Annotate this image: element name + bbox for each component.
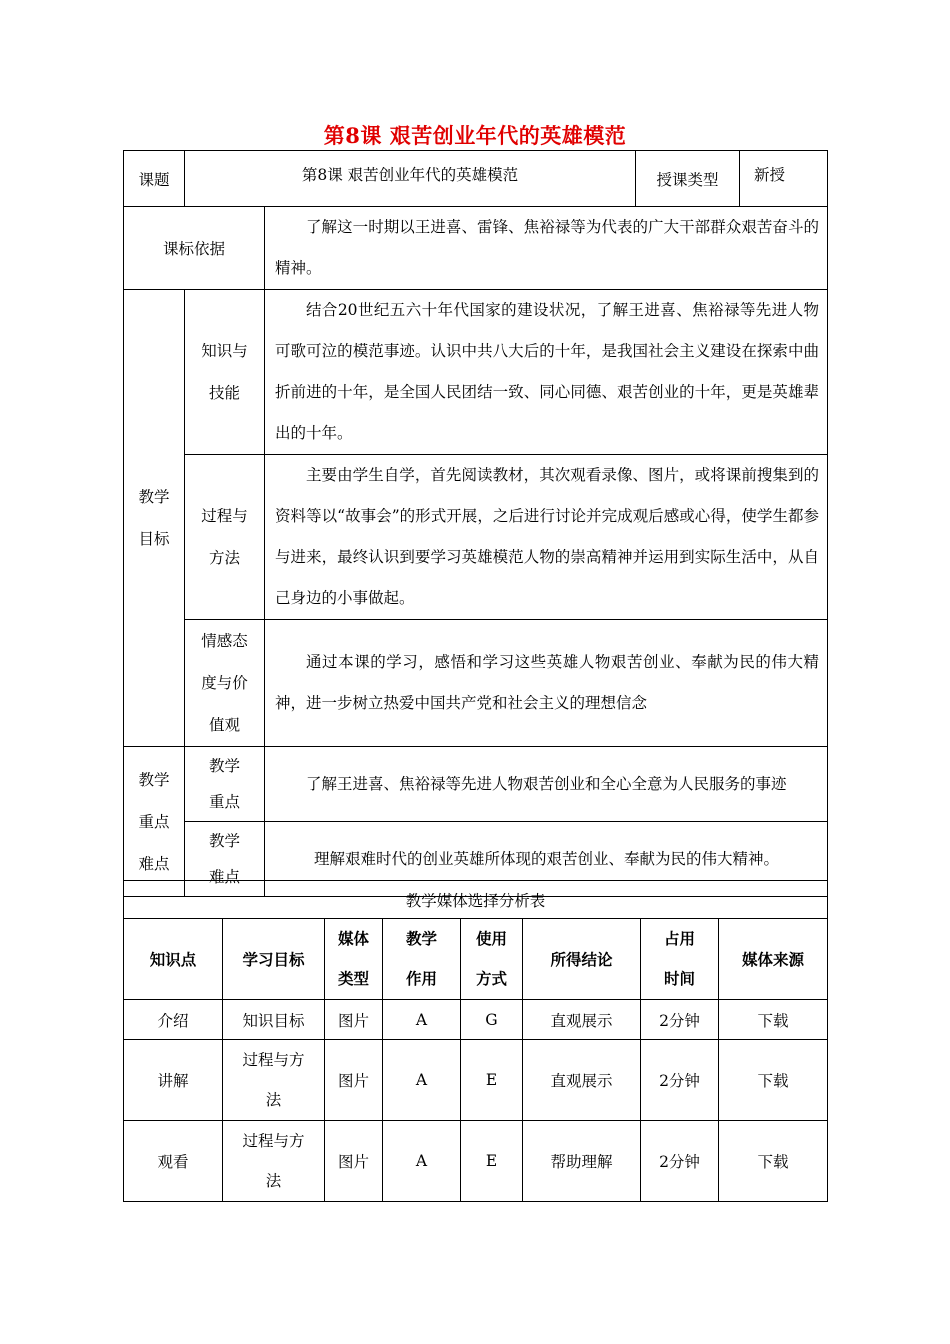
keypoints-label	[124, 747, 185, 897]
header-conclusion: 所得结论	[523, 919, 641, 1000]
goal-label-attitude	[185, 620, 265, 747]
table-row	[124, 1040, 828, 1121]
cell-knowledge-point: 讲解	[124, 1040, 223, 1121]
cell-knowledge-point: 观看	[124, 1121, 223, 1202]
goal-label-attitude-text: 情感态度与价值观	[201, 632, 248, 734]
goal-text-attitude-content: 通过本课的学习，感悟和学习这些英雄人物艰苦创业、奉献为民的伟大精神，进一步树立热爱中国共产党和社会主义的理想信念	[275, 653, 820, 712]
goals-label	[124, 290, 185, 747]
basis-text-content: 了解这一时期以王进喜、雷锋、焦裕禄等为代表的广大干部群众艰苦奋斗的精神。	[275, 218, 820, 277]
difficulty-label-text: 教学难点	[208, 832, 240, 886]
goal-label-knowledge	[185, 290, 265, 455]
cell-media-type: 图片	[325, 1000, 383, 1040]
topic-label: 课题	[124, 151, 185, 207]
cell-usage: E	[461, 1040, 523, 1121]
goal-label-process-text: 过程与方法	[201, 507, 248, 567]
cell-teaching-role: A	[383, 1040, 461, 1121]
media-table-title: 教学媒体选择分析表	[124, 881, 828, 919]
goal-text-knowledge	[265, 290, 828, 455]
cell-knowledge-point: 介绍	[124, 1000, 223, 1040]
key-text-content: 了解王进喜、焦裕禄等先进人物艰苦创业和全心全意为人民服务的事迹	[306, 774, 787, 793]
cell-usage: G	[461, 1000, 523, 1040]
cell-conclusion: 帮助理解	[523, 1121, 641, 1202]
header-source: 媒体来源	[719, 919, 828, 1000]
cell-conclusion: 直观展示	[523, 1000, 641, 1040]
goal-text-process	[265, 455, 828, 620]
key-label	[185, 747, 265, 822]
cell-source: 下载	[719, 1000, 828, 1040]
cell-media-type: 图片	[325, 1040, 383, 1121]
table-row	[124, 1000, 828, 1040]
header-usage-text: 使用方式	[475, 929, 507, 988]
cell-learning-goal-text: 过程与方法	[242, 1051, 305, 1109]
lesson-plan-table	[123, 150, 828, 897]
cell-time: 2分钟	[641, 1000, 719, 1040]
header-media-type-text: 媒体类型	[337, 929, 369, 988]
difficulty-text-content: 理解艰难时代的创业英雄所体现的艰苦创业、奉献为民的伟大精神。	[314, 849, 780, 868]
goal-text-knowledge-content: 结合20世纪五六十年代国家的建设状况，了解王进喜、焦裕禄等先进人物可歌可泣的模范事迹。认识中共八大后的十年，是我国社会主义建设在探索中曲折前进的十年，是全国人民团结一致、同心同德、艰苦创业的十年，更是英雄辈出的十年。	[275, 301, 820, 442]
goal-label-process	[185, 455, 265, 620]
cell-conclusion: 直观展示	[523, 1040, 641, 1121]
table-row	[124, 1121, 828, 1202]
header-usage	[461, 919, 523, 1000]
cell-teaching-role: A	[383, 1000, 461, 1040]
cell-time: 2分钟	[641, 1040, 719, 1121]
basis-text	[265, 207, 828, 290]
header-media-type	[325, 919, 383, 1000]
goal-label-knowledge-text: 知识与技能	[201, 342, 248, 402]
keypoints-label-text: 教学重点难点	[138, 770, 170, 873]
cell-learning-goal: 知识目标	[223, 1000, 325, 1040]
header-teaching-role-text: 教学 作用	[405, 929, 437, 988]
key-label-text: 教学重点	[208, 757, 240, 811]
goal-text-attitude	[265, 620, 828, 747]
cell-time: 2分钟	[641, 1121, 719, 1202]
topic-value: 第8课 艰苦创业年代的英雄模范	[185, 151, 636, 207]
lesson-type-value: 新授	[740, 151, 828, 207]
media-analysis-table	[123, 880, 828, 1202]
header-knowledge-point: 知识点	[124, 919, 223, 1000]
cell-learning-goal-text: 过程与方法	[242, 1132, 305, 1190]
cell-learning-goal	[223, 1040, 325, 1121]
cell-teaching-role: A	[383, 1121, 461, 1202]
cell-source: 下载	[719, 1121, 828, 1202]
key-text	[265, 747, 828, 822]
goals-label-text: 教学目标	[138, 488, 170, 548]
lesson-type-label: 授课类型	[636, 151, 740, 207]
document-title: 第8课 艰苦创业年代的英雄模范	[323, 123, 627, 148]
cell-learning-goal	[223, 1121, 325, 1202]
basis-label: 课标依据	[124, 207, 265, 290]
cell-media-type: 图片	[325, 1121, 383, 1202]
header-time-text: 占用 时间	[663, 929, 695, 988]
header-learning-goal: 学习目标	[223, 919, 325, 1000]
cell-source: 下载	[719, 1040, 828, 1121]
goal-text-process-content: 主要由学生自学，首先阅读教材，其次观看录像、图片，或将课前搜集到的资料等以“故事会”的形式开展，之后进行讨论并完成观后感或心得，使学生都参与进来，最终认识到要学习英雄模范人物的崇高精神并运用到实际生活中，从自己身边的小事做起。	[275, 466, 820, 607]
header-teaching-role	[383, 919, 461, 1000]
header-time	[641, 919, 719, 1000]
cell-usage: E	[461, 1121, 523, 1202]
